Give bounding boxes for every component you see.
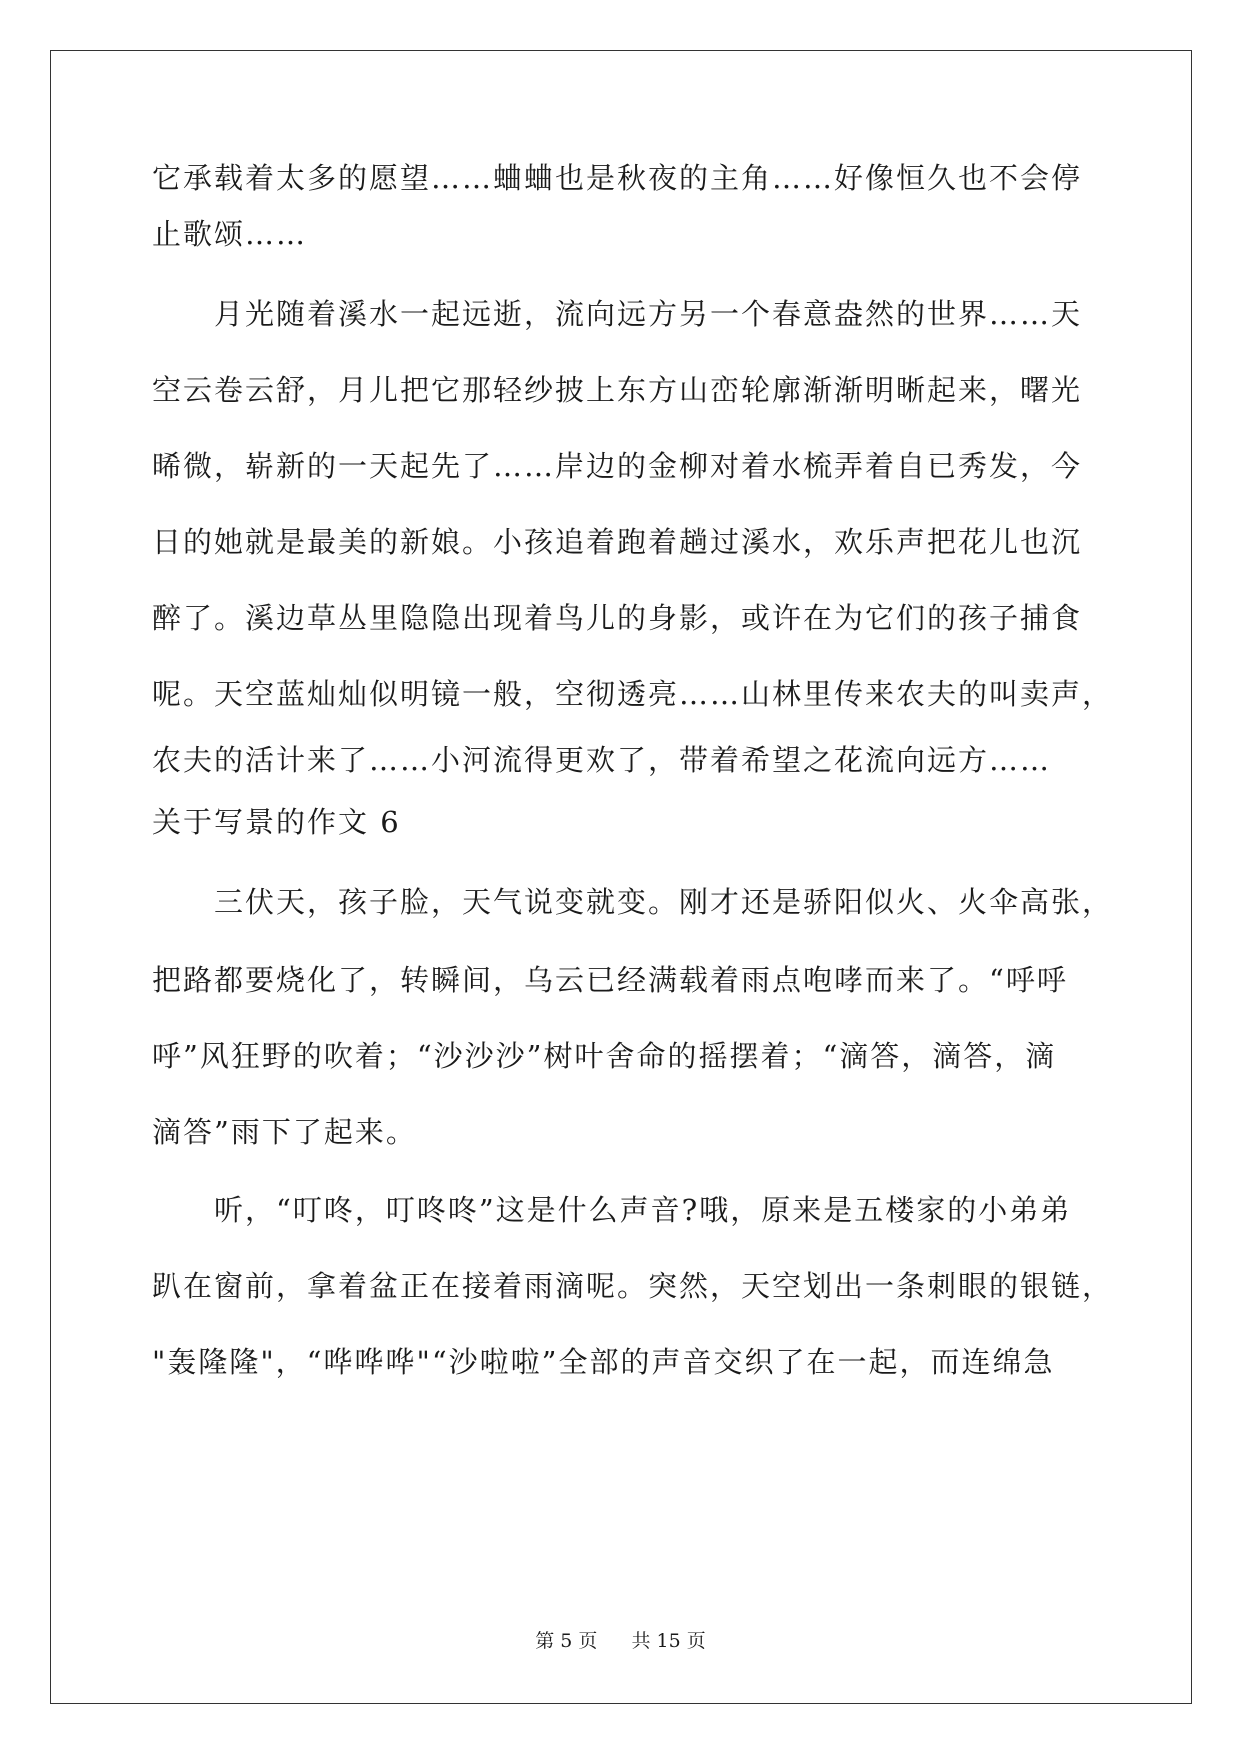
page-footer [0, 1626, 1241, 1653]
text-line: 醉了。溪边草丛里隐隐出现着鸟儿的身影，或许在为它们的孩子捕食 [152, 601, 1083, 635]
page-number: 第 5 页 [535, 1630, 598, 1652]
text-line: 农夫的活计来了……小河流得更欢了，带着希望之花流向远方…… [152, 743, 1052, 777]
text-line: 呼”风狂野的吹着；“沙沙沙”树叶舍命的摇摆着；“滴答，滴答，滴 [152, 1039, 1057, 1073]
text-line: 止歌颂…… [152, 217, 308, 251]
paragraph-start-line: 月光随着溪水一起远逝，流向远方另一个春意盎然的世界……天 [214, 297, 1083, 331]
text-line: 晞微，崭新的一天起先了……岸边的金柳对着水梳弄着自已秀发，今 [152, 449, 1083, 483]
paragraph-start-line: 听，“叮咚，叮咚咚”这是什么声音?哦，原来是五楼家的小弟弟 [214, 1193, 1072, 1227]
text-line: 滴答”雨下了起来。 [152, 1115, 417, 1149]
text-line: 呢。天空蓝灿灿似明镜一般，空彻透亮……山林里传来农夫的叫卖声， [152, 677, 1114, 711]
page-total: 共 15 页 [631, 1630, 706, 1652]
text-line: 日的她就是最美的新娘。小孩追着跑着趟过溪水，欢乐声把花儿也沉 [152, 525, 1083, 559]
section-heading: 关于写景的作文 6 [152, 805, 401, 839]
text-line: 空云卷云舒，月儿把它那轻纱披上东方山峦轮廓渐渐明晰起来，曙光 [152, 373, 1083, 407]
text-line: "轰隆隆"，“哗哗哗"“沙啦啦”全部的声音交织了在一起，而连绵急 [152, 1345, 1055, 1379]
text-line: 它承载着太多的愿望……蛐蛐也是秋夜的主角……好像恒久也不会停 [152, 161, 1083, 195]
text-line: 把路都要烧化了，转瞬间，乌云已经满载着雨点咆哮而来了。“呼呼 [152, 963, 1068, 997]
paragraph-start-line: 三伏天，孩子脸，天气说变就变。刚才还是骄阳似火、火伞高张， [214, 885, 1114, 919]
text-line: 趴在窗前，拿着盆正在接着雨滴呢。突然，天空划出一条刺眼的银链， [152, 1269, 1114, 1303]
